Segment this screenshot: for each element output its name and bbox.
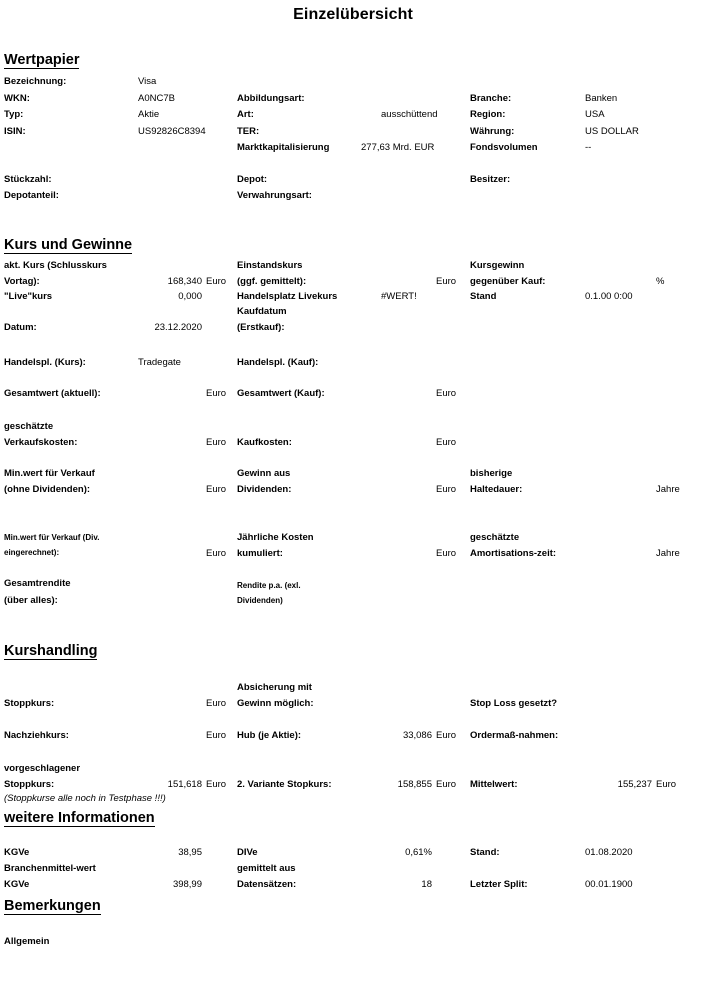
branchenmittelwert-label-line1: Branchenmittel-wert	[4, 863, 96, 874]
fondsvolumen-label: Fondsvolumen	[470, 142, 538, 153]
rendite-pa-label-line2: Dividenden)	[237, 596, 283, 605]
isin-label: ISIN:	[4, 126, 26, 137]
vorgeschlagener-stoppkurs-label-line1: vorgeschlagener	[4, 763, 81, 774]
letzter-split-value: 00.01.1900	[585, 879, 633, 890]
hub-je-aktie-unit: Euro	[436, 730, 457, 741]
minwert-ohne-dividenden-label-line2: (ohne Dividenden):	[4, 484, 91, 495]
depotanteil-label: Depotanteil:	[4, 190, 59, 201]
kursgewinn-label-line1: Kursgewinn	[470, 260, 525, 271]
amortisationszeit-label-line1: geschätzte	[470, 532, 520, 543]
ordermassnahmen-label: Ordermaß-nahmen:	[470, 730, 559, 741]
stoppkurs-label: Stoppkurs:	[4, 698, 55, 709]
einstandskurs-unit: Euro	[436, 276, 457, 287]
variante2-stopkurs-label: 2. Variante Stopkurs:	[237, 779, 332, 790]
kaufkosten-label: Kaufkosten:	[237, 437, 292, 448]
section-heading-weitere-informationen: weitere Informationen	[4, 810, 155, 826]
kgve-value: 38,95	[178, 847, 202, 858]
dive-value: 0,61%	[405, 847, 432, 858]
region-label: Region:	[470, 109, 506, 120]
gewinn-aus-dividenden-unit: Euro	[436, 484, 457, 495]
allgemein-label: Allgemein	[4, 936, 50, 947]
geschaetzte-verkaufskosten-unit: Euro	[206, 437, 227, 448]
datum-value: 23.12.2020	[154, 322, 202, 333]
vorgeschlagener-stoppkurs-value: 151,618	[167, 779, 202, 790]
einstandskurs-label-line2: (ggf. gemittelt):	[237, 276, 307, 287]
jaehrliche-kosten-unit: Euro	[436, 548, 457, 559]
section-heading-bemerkungen: Bemerkungen	[4, 898, 101, 914]
amortisationszeit-label-line2: Amortisations-zeit:	[470, 548, 557, 559]
variante2-stopkurs-unit: Euro	[436, 779, 457, 790]
handelsplatz-livekurs-value: #WERT!	[381, 291, 417, 302]
akt-kurs-label-line1: akt. Kurs (Schlusskurs	[4, 260, 107, 271]
livekurs-label: "Live"kurs	[4, 291, 53, 302]
gesamtwert-aktuell-unit: Euro	[206, 388, 227, 399]
haltedauer-unit: Jahre	[656, 484, 680, 495]
gesamtrendite-label-line2: (über alles):	[4, 595, 58, 606]
variante2-stopkurs-value: 158,855	[397, 779, 432, 790]
datum-label: Datum:	[4, 322, 37, 333]
stand-label: Stand	[470, 291, 497, 302]
handelsplatz-livekurs-label: Handelsplatz Livekurs	[237, 291, 338, 302]
amortisationszeit-unit: Jahre	[656, 548, 680, 559]
bezeichnung-value: Visa	[138, 76, 157, 87]
art-label: Art:	[237, 109, 254, 120]
minwert-div-eingerechnet-label-line2: eingerechnet):	[4, 548, 60, 557]
kgve-label: KGVe	[4, 847, 30, 858]
rendite-pa-label-line1: Rendite p.a. (exl.	[237, 581, 301, 590]
verwahrungsart-label: Verwahrungsart:	[237, 190, 312, 201]
minwert-div-eingerechnet-label-line1: Min.wert für Verkauf (Div.	[4, 533, 100, 542]
stand-value: 0.1.00 0:00	[585, 291, 633, 302]
kaufdatum-label-line1: Kaufdatum	[237, 306, 287, 317]
gewinn-aus-dividenden-label-line2: Dividenden:	[237, 484, 292, 495]
typ-value: Aktie	[138, 109, 160, 120]
page-title: Einzelübersicht	[293, 6, 413, 23]
jaehrliche-kosten-label-line2: kumuliert:	[237, 548, 283, 559]
mittelwert-value: 155,237	[617, 779, 652, 790]
handelspl-kurs-value: Tradegate	[138, 357, 181, 368]
gemittelt-aus-label-line2: Datensätzen:	[237, 879, 297, 890]
typ-label: Typ:	[4, 109, 24, 120]
mittelwert-unit: Euro	[656, 779, 677, 790]
marktkapitalisierung-label: Marktkapitalisierung	[237, 142, 330, 153]
gesamtwert-kauf-label: Gesamtwert (Kauf):	[237, 388, 325, 399]
art-value: ausschüttend	[381, 109, 438, 120]
waehrung-label: Währung:	[470, 126, 515, 137]
wkn-label: WKN:	[4, 93, 30, 104]
depot-label: Depot:	[237, 174, 268, 185]
kaufdatum-label-line2: (Erstkauf):	[237, 322, 285, 333]
livekurs-value: 0,000	[178, 291, 202, 302]
besitzer-label: Besitzer:	[470, 174, 511, 185]
gesamtwert-kauf-unit: Euro	[436, 388, 457, 399]
abbildungsart-label: Abbildungsart:	[237, 93, 305, 104]
wkn-value: A0NC7B	[138, 93, 175, 104]
gewinn-aus-dividenden-label-line1: Gewinn aus	[237, 468, 291, 479]
absicherung-label-line1: Absicherung mit	[237, 682, 312, 693]
letzter-split-label: Letzter Split:	[470, 879, 528, 890]
handelspl-kauf-label: Handelspl. (Kauf):	[237, 357, 319, 368]
section-heading-kurshandling: Kurshandling	[4, 643, 98, 659]
stop-loss-gesetzt-label: Stop Loss gesetzt?	[470, 698, 558, 709]
weitere-stand-label: Stand:	[470, 847, 500, 858]
weitere-stand-value: 01.08.2020	[585, 847, 633, 858]
kaufkosten-unit: Euro	[436, 437, 457, 448]
geschaetzte-verkaufskosten-label-line1: geschätzte	[4, 421, 54, 432]
testphase-note: (Stoppkurse alle noch in Testphase !!!)	[4, 793, 166, 804]
branche-label: Branche:	[470, 93, 512, 104]
nachziehkurs-unit: Euro	[206, 730, 227, 741]
absicherung-label-line2: Gewinn möglich:	[237, 698, 314, 709]
hub-je-aktie-label: Hub (je Aktie):	[237, 730, 302, 741]
vorgeschlagener-stoppkurs-unit: Euro	[206, 779, 227, 790]
ter-label: TER:	[237, 126, 260, 137]
kursgewinn-label-line2: gegenüber Kauf:	[470, 276, 546, 287]
hub-je-aktie-value: 33,086	[402, 730, 432, 741]
bezeichnung-label: Bezeichnung:	[4, 76, 67, 87]
branche-value: Banken	[585, 93, 618, 104]
waehrung-value: US DOLLAR	[585, 126, 639, 137]
gesamtrendite-label-line1: Gesamtrendite	[4, 578, 71, 589]
vorgeschlagener-stoppkurs-label-line2: Stoppkurs:	[4, 779, 55, 790]
dive-label: DIVe	[237, 847, 258, 858]
akt-kurs-value: 168,340	[167, 276, 202, 287]
nachziehkurs-label: Nachziehkurs:	[4, 730, 69, 741]
minwert-ohne-dividenden-unit: Euro	[206, 484, 227, 495]
stueckzahl-label: Stückzahl:	[4, 174, 52, 185]
fondsvolumen-value: --	[585, 142, 592, 153]
jaehrliche-kosten-label-line1: Jährliche Kosten	[237, 532, 314, 543]
gemittelt-aus-label-line1: gemittelt aus	[237, 863, 296, 874]
gesamtwert-aktuell-label: Gesamtwert (aktuell):	[4, 388, 101, 399]
region-value: USA	[585, 109, 605, 120]
akt-kurs-unit: Euro	[206, 276, 227, 287]
haltedauer-label-line2: Haltedauer:	[470, 484, 523, 495]
marktkapitalisierung-value: 277,63 Mrd. EUR	[361, 142, 435, 153]
minwert-ohne-dividenden-label-line1: Min.wert für Verkauf	[4, 468, 95, 479]
branchenmittelwert-label-line2: KGVe	[4, 879, 30, 890]
minwert-div-eingerechnet-unit: Euro	[206, 548, 227, 559]
gemittelt-aus-value: 18	[421, 879, 432, 890]
section-heading-kurs-und-gewinne: Kurs und Gewinne	[4, 237, 133, 253]
section-heading-wertpapier: Wertpapier	[4, 52, 80, 68]
akt-kurs-label-line2: Vortag):	[4, 276, 40, 287]
kursgewinn-unit: %	[656, 276, 665, 287]
mittelwert-label: Mittelwert:	[470, 779, 518, 790]
einstandskurs-label-line1: Einstandskurs	[237, 260, 303, 271]
branchenmittelwert-value: 398,99	[172, 879, 202, 890]
haltedauer-label-line1: bisherige	[470, 468, 513, 479]
handelspl-kurs-label: Handelspl. (Kurs):	[4, 357, 86, 368]
isin-value: US92826C8394	[138, 126, 206, 137]
geschaetzte-verkaufskosten-label-line2: Verkaufskosten:	[4, 437, 78, 448]
stoppkurs-unit: Euro	[206, 698, 227, 709]
